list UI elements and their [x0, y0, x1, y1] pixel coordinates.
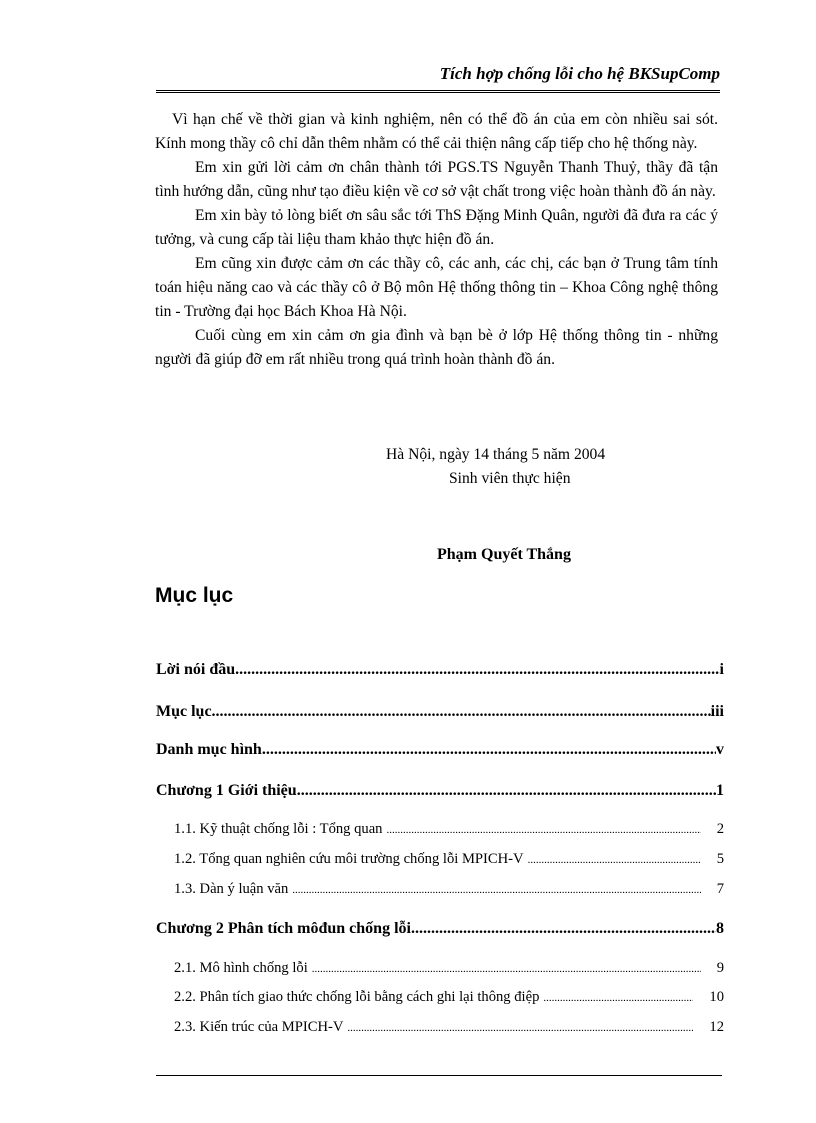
toc-subentry[interactable] [174, 848, 724, 870]
toc-entry-title: Mục lục [156, 703, 212, 720]
toc-entry-page: 10 [709, 989, 724, 1005]
acknowledgement-section [155, 108, 718, 372]
toc-entry-title: 1.1. Kỹ thuật chống lỗi : Tổng quan [174, 821, 383, 837]
toc-entry[interactable] [156, 658, 724, 682]
toc-entry-page: 2 [716, 821, 724, 837]
toc-leader-dots [543, 987, 693, 1008]
toc-entry-page: 8 [716, 920, 724, 937]
toc-leader-dots [262, 738, 716, 762]
signature-date: Hà Nội, ngày 14 tháng 5 năm 2004 [386, 446, 606, 463]
ack-paragraph: Cuối cùng em xin cảm ơn gia đình và bạn bè ở lớp Hệ thống thông tin - những người đã giúp đỡ em rất nhiều trong quá trình hoàn thành đồ án. [155, 327, 718, 368]
toc-heading: Mục lục [155, 584, 234, 607]
toc-leader-dots [528, 849, 701, 870]
toc-subentry[interactable] [174, 1016, 724, 1038]
toc-leader-dots [411, 917, 716, 941]
toc-entry[interactable] [156, 917, 724, 941]
signature-role: Sinh viên thực hiện [449, 470, 571, 487]
footer-rule [156, 1075, 722, 1076]
toc-entry-title: Chương 2 Phân tích môđun chống lỗi [156, 920, 411, 937]
header-rule [156, 90, 720, 93]
toc-subentry[interactable] [174, 878, 724, 900]
page-header-title: Tích hợp chống lỗi cho hệ BKSupComp [439, 64, 720, 83]
toc-leader-dots [297, 779, 716, 803]
toc-entry-title: Lời nói đầu [156, 661, 236, 678]
toc-entry[interactable] [156, 700, 724, 724]
toc-entry-title: 1.2. Tổng quan nghiên cứu môi trường chống lỗi MPICH-V [174, 851, 524, 867]
toc-entry-page: i [719, 661, 724, 678]
toc-entry-page: 1 [716, 782, 724, 799]
toc-leader-dots [235, 658, 719, 682]
toc-entry-page: v [716, 741, 724, 758]
signature-name: Phạm Quyết Thắng [437, 546, 571, 563]
toc-entry-page: 12 [709, 1019, 724, 1035]
toc-subentry[interactable] [174, 957, 724, 979]
toc-entry-page: iii [710, 703, 724, 720]
ack-paragraph: Vì hạn chế về thời gian và kinh nghiệm, nên có thể đồ án của em còn nhiều sai sót. Kính mong thầy cô chỉ dẫn thêm nhằm có thể cải thiện nâng cấp tiếp cho hệ thống này. [155, 111, 718, 152]
toc-entry-title: 2.3. Kiến trúc của MPICH-V [174, 1019, 344, 1035]
toc-subentry[interactable] [174, 818, 724, 840]
toc-leader-dots [312, 958, 701, 979]
ack-paragraph: Em xin bày tỏ lòng biết ơn sâu sắc tới ThS Đặng Minh Quân, người đã đưa ra các ý tưởng, và cung cấp tài liệu tham khảo thực hiện đồ án. [155, 207, 718, 248]
toc-leader-dots [212, 700, 711, 724]
toc-entry-title: 2.2. Phân tích giao thức chống lỗi bằng cách ghi lại thông điệp [174, 989, 540, 1005]
ack-paragraph: Em cũng xin được cảm ơn các thầy cô, các anh, các chị, các bạn ở Trung tâm tính toán hiệu năng cao và các thầy cô ở Bộ môn Hệ thống thông tin – Khoa Công nghệ thông tin - Trường đại học Bách Khoa Hà Nội. [155, 255, 718, 320]
toc-subentry[interactable] [174, 986, 724, 1008]
toc-leader-dots [292, 879, 700, 900]
toc-entry-title: Danh mục hình [156, 741, 262, 758]
toc-entry-title: 1.3. Dàn ý luận văn [174, 881, 289, 897]
toc-entry-page: 5 [716, 851, 724, 867]
toc-leader-dots [347, 1017, 693, 1038]
toc-entry-title: 2.1. Mô hình chống lỗi [174, 960, 308, 976]
toc-leader-dots [386, 819, 700, 840]
toc-entry[interactable] [156, 738, 724, 762]
ack-paragraph: Em xin gửi lời cảm ơn chân thành tới PGS.TS Nguyễn Thanh Thuỷ, thầy đã tận tình hướng dẫn, cũng như tạo điều kiện về cơ sở vật chất trong việc hoàn thành đồ án này. [155, 159, 718, 200]
toc-entry-title: Chương 1 Giới thiệu [156, 782, 297, 799]
toc-entry[interactable] [156, 779, 724, 803]
toc-entry-page: 9 [716, 960, 724, 976]
toc-entry-page: 7 [716, 881, 724, 897]
